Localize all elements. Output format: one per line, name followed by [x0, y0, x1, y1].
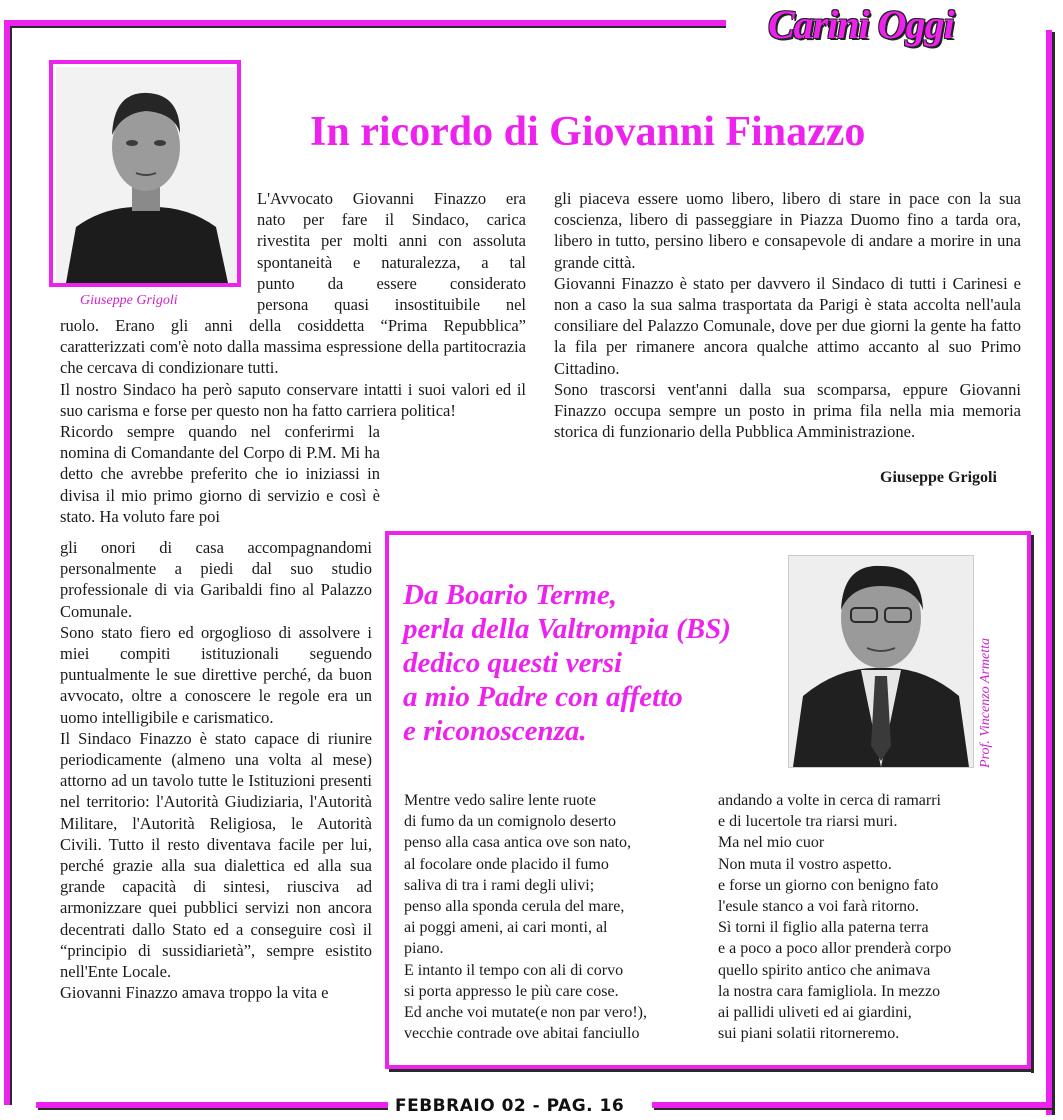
- poem-line: e a poco a poco allor prenderà corpo: [718, 940, 952, 958]
- poem-line: Ma nel mio cuor: [718, 834, 825, 852]
- poem-line: e di lucertole tra riarsi muri.: [718, 813, 898, 831]
- paragraph: Sono trascorsi vent'anni dalla sua scomparsa, eppure Giovanni Finazzo occupa sempre un posto in prima fila nella mia memoria storica di funzionario della Pubblica Amministrazione.: [554, 379, 1021, 442]
- paragraph: gli onori di casa accompagnandomi personalmente a piedi dal suo studio professionale di via Garibaldi fino al Palazzo Comunale.: [60, 538, 372, 621]
- paragraph: Giovanni Finazzo è stato per davvero il Sindaco di tutti i Carinesi e non a caso la sua salma trasportata da Parigi è stata accolta nell'aula consiliare del Palazzo Comunale, dove per due giorni la gente ha fatto la fila per rimanere ancora qualche attimo accanto al suo Primo Cittadino.: [554, 273, 1021, 378]
- frame-left-shadow: [10, 26, 12, 1105]
- poem-column-2: [718, 790, 951, 1044]
- author-portrait-photo: [788, 555, 974, 768]
- paragraph: Ricordo sempre quando nel conferirmi la nomina di Comandante del Corpo di P.M. Mi ha detto che avrebbe preferito che io iniziassi in divisa il mio primo giorno di servizio e così è stato. Ha voluto fare poi: [60, 422, 380, 526]
- poem-line: la nostra cara famigliola. In mezzo: [718, 982, 941, 1000]
- poem-box-shadow-bottom: [389, 1069, 1034, 1072]
- frame-bottom-left-shadow: [38, 1108, 388, 1110]
- poem-line: ai poggi ameni, ai cari monti, al: [404, 919, 608, 937]
- frame-right-shadow: [1052, 32, 1055, 1115]
- poem-line: saliva di tra i rami degli ulivi;: [404, 876, 595, 894]
- masthead-word-1: Carini: [768, 2, 869, 47]
- article-column-1: [60, 315, 526, 527]
- poem-line: ai pallidi uliveti ed ai giardini,: [718, 1003, 912, 1021]
- paragraph: Il Sindaco Finazzo è stato capace di riunire periodicamente (almeno una volta al mese) attorno ad un tavolo tutte le Istituzioni presenti nel territorio: l'Autorità Giudiziaria, l'Autorità Militare, l'Autorità Religiosa, le Autorità Civili. Tutto il resto diventava facile per lui, perché grazie alla sua dialettica ed alla sua grande capacità di sintesi, riusciva ad armonizzare quei pubblici servizi non ancora decentrati dallo Stato ed a conseguire così il “principio di sussidiarietà”, sempre esistito nell'Ente Locale.: [60, 728, 372, 982]
- poem-line: E intanto il tempo con ali di corvo: [404, 961, 624, 979]
- masthead-logo: [768, 0, 1018, 50]
- poem-line: penso alla sponda cerula del mare,: [404, 897, 625, 915]
- page-footer: FEBBRAIO 02 - PAG. 16: [395, 1096, 625, 1116]
- poem-line: sui piani solatii ritorneremo.: [718, 1025, 900, 1043]
- wrap-line: nato per fare il Sindaco, carica: [257, 210, 526, 230]
- article-signature: Giuseppe Grigoli: [880, 469, 997, 486]
- wrap-line: punto da essere considerato: [257, 273, 526, 293]
- poem-dedication: [403, 578, 731, 748]
- paragraph: ruolo. Erano gli anni della cosiddetta “Prima Repubblica” caratterizzati com'è noto dalla massima espressione della partitocrazia che cercava di condizionare tutti.: [60, 316, 526, 378]
- paragraph: Sono stato fiero ed orgoglioso di assolvere i miei compiti istituzionali seguendo puntualmente le sue direttive perché, da buon avvocato, oltre a conoscere le regole era un uomo intelligibile e carismatico.: [60, 622, 372, 727]
- poem-line: quello spirito antico che animava: [718, 961, 931, 979]
- poem-box-shadow-right: [1031, 535, 1034, 1073]
- masthead-word-2: Oggi: [877, 2, 954, 47]
- poem-line: al focolare onde placido il fumo: [404, 855, 609, 873]
- paragraph: gli piaceva essere uomo libero, libero di stare in pace con la sua coscienza, libero di passeggiare in Piazza Duomo fino a tarda ora, libero in tutto, persino libero e consapevole di andare a morire in una grande città.: [554, 189, 1021, 272]
- dedication-line: perla della Valtrompia (BS): [403, 613, 731, 645]
- poem-column-1: [404, 790, 647, 1044]
- poem-line: andando a volte in cerca di ramarri: [718, 792, 941, 809]
- poem-line: l'esule stanco a voi farà ritorno.: [718, 897, 920, 915]
- paragraph: Giovanni Finazzo amava troppo la vita e: [60, 983, 329, 1003]
- wrap-line: L'Avvocato Giovanni Finazzo era: [257, 189, 526, 208]
- poem-line: e forse un giorno con benigno fato: [718, 876, 939, 894]
- dedication-line: e riconoscenza.: [403, 715, 587, 747]
- article-wrap-text: [257, 188, 526, 315]
- portrait-photo: [56, 67, 236, 283]
- wrap-line: spontaneità e naturalezza, a tal: [257, 252, 526, 272]
- frame-top-left-shadow: [8, 26, 726, 28]
- dedication-line: dedico questi versi: [403, 647, 623, 679]
- article-column-2: [554, 188, 1021, 442]
- poem-line: Ed anche voi mutate(e non par vero!),: [404, 1003, 648, 1021]
- poem-line: Non muta il vostro aspetto.: [718, 855, 892, 873]
- poem-line: Mentre vedo salire lente ruote: [404, 792, 596, 809]
- wrap-line: persona quasi insostituibile nel: [257, 295, 526, 315]
- article-title: In ricordo di Giovanni Finazzo: [310, 109, 866, 155]
- paragraph: Il nostro Sindaco ha però saputo conservare intatti i suoi valori ed il suo carisma e forse per questo non ha fatto carriera politica!: [60, 379, 526, 420]
- poem-line: Sì torni il figlio alla paterna terra: [718, 919, 929, 937]
- author-portrait-caption: Prof. Vincenzo Armetta: [978, 638, 993, 768]
- poem-line: si porta appresso le più care cose.: [404, 982, 619, 1000]
- article-column-1-narrow: [60, 537, 372, 1003]
- poem-line: di fumo da un comignolo deserto: [404, 813, 616, 831]
- poem-line: piano.: [404, 940, 444, 958]
- dedication-line: Da Boario Terme,: [403, 579, 618, 611]
- dedication-line: a mio Padre con affetto: [403, 681, 683, 713]
- frame-bottom-right-shadow: [654, 1108, 1052, 1110]
- portrait-caption: Giuseppe Grigoli: [80, 293, 178, 308]
- poem-line: vecchie contrade ove abitai fanciullo: [404, 1025, 640, 1043]
- wrap-line: rivestita per molti anni con assoluta: [257, 231, 526, 251]
- poem-line: penso alla casa antica ove son nato,: [404, 834, 632, 852]
